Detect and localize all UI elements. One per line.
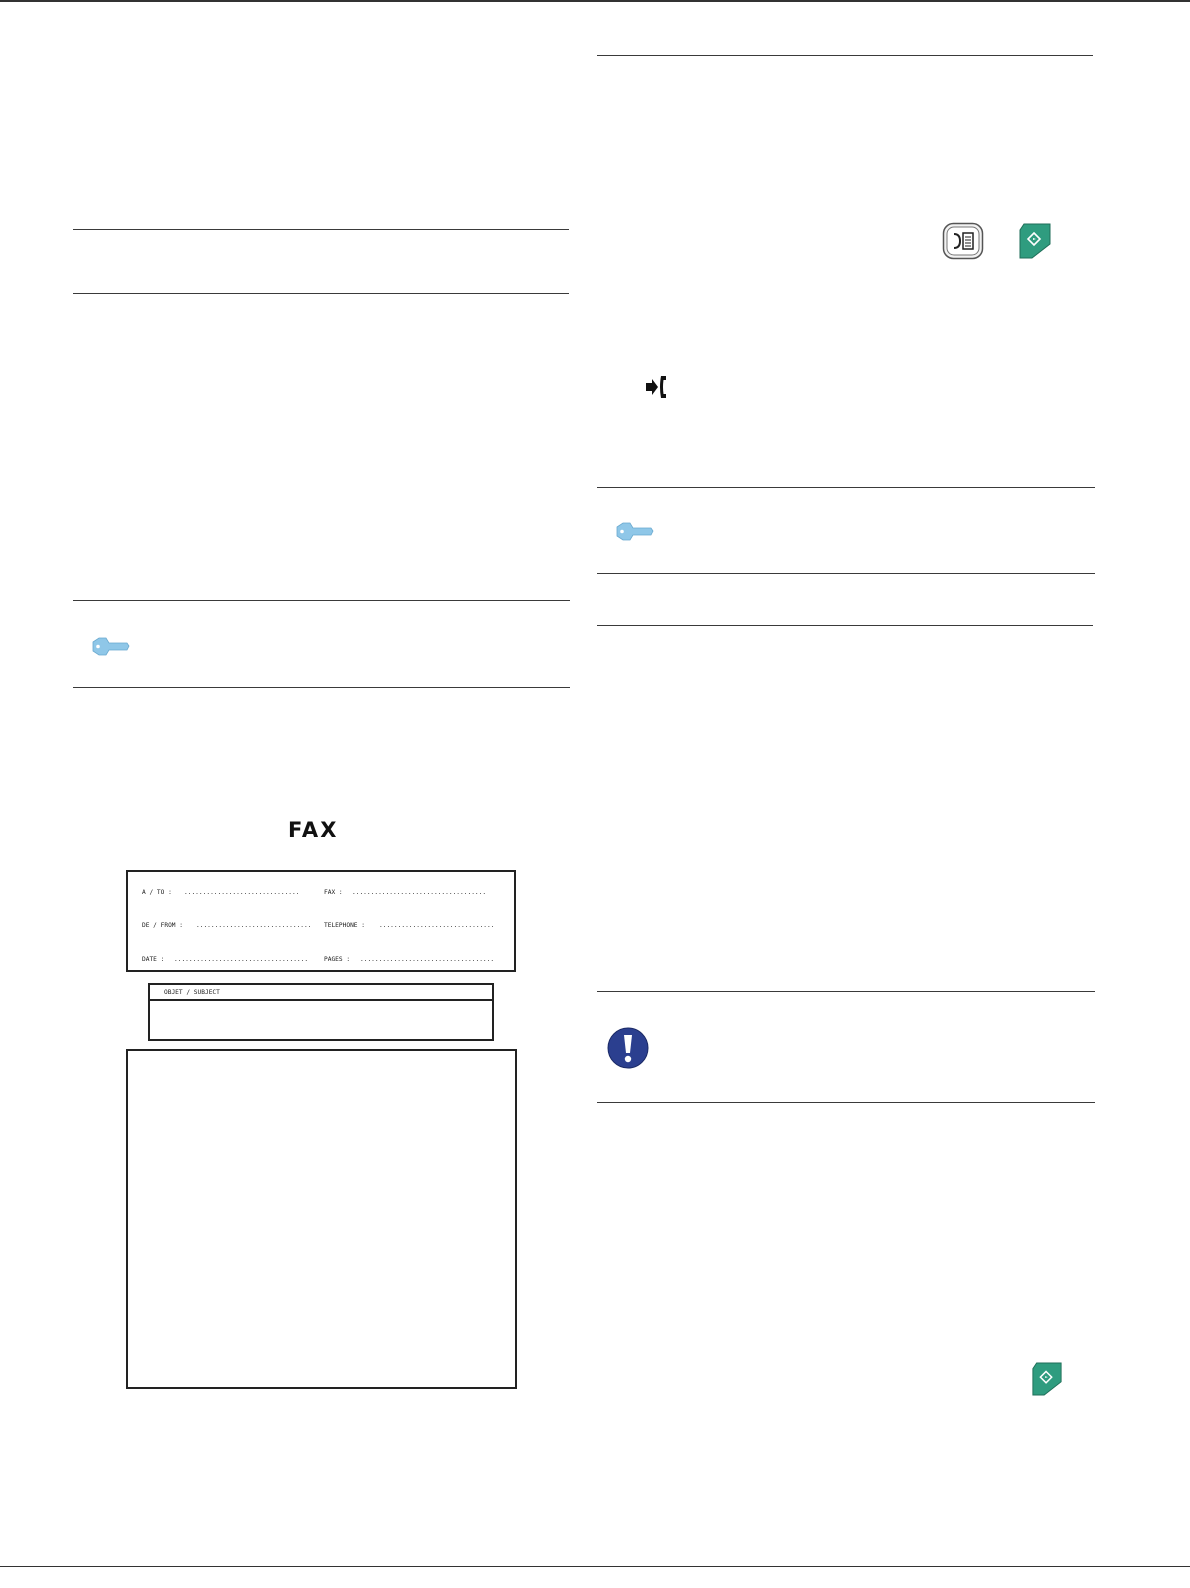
right-note-top-rule [597, 487, 1095, 488]
right-note-bottom-rule [597, 573, 1095, 574]
fax-telephone-dots: ............................... [379, 922, 495, 929]
start-button-icon [1031, 1361, 1063, 1397]
key-icon [90, 636, 130, 658]
page-bottom-border [0, 1566, 1190, 1567]
fax-fax-dots: .................................... [352, 889, 487, 896]
fax-telephone-label: TELEPHONE : [324, 922, 365, 929]
fax-subject-box [148, 983, 494, 1041]
fax-date-label: DATE : [142, 956, 165, 963]
fax-subject-divider [150, 999, 492, 1001]
warning-bottom-rule [597, 1102, 1095, 1103]
fax-pages-dots: .................................... [360, 956, 495, 963]
fax-to-dots: ............................... [184, 889, 300, 896]
fax-phone-button-icon [942, 222, 984, 260]
start-button-icon [1018, 222, 1052, 260]
fax-from-dots: ............................... [196, 922, 312, 929]
right-top-rule [597, 55, 1093, 56]
left-note-bottom-rule [73, 687, 570, 688]
fax-header-box [126, 870, 516, 972]
line-transfer-icon [644, 374, 670, 400]
fax-pages-label: PAGES : [324, 956, 351, 963]
left-note-top-rule [73, 600, 570, 601]
fax-body-box [126, 1049, 517, 1389]
warning-top-rule [597, 991, 1095, 992]
fax-from-label: DE / FROM : [142, 922, 183, 929]
left-section-rule-2 [73, 293, 569, 294]
fax-fax-label: FAX : [324, 889, 343, 896]
fax-subject-label: OBJET / SUBJECT [164, 989, 220, 996]
page-top-border [0, 0, 1190, 2]
left-section-rule-1 [73, 229, 569, 230]
warning-icon [607, 1027, 649, 1069]
fax-to-label: A / TO : [142, 889, 172, 896]
fax-date-dots: .................................... [174, 956, 309, 963]
right-section-rule [597, 625, 1093, 626]
fax-title: FAX [288, 818, 339, 842]
key-icon [614, 521, 654, 543]
